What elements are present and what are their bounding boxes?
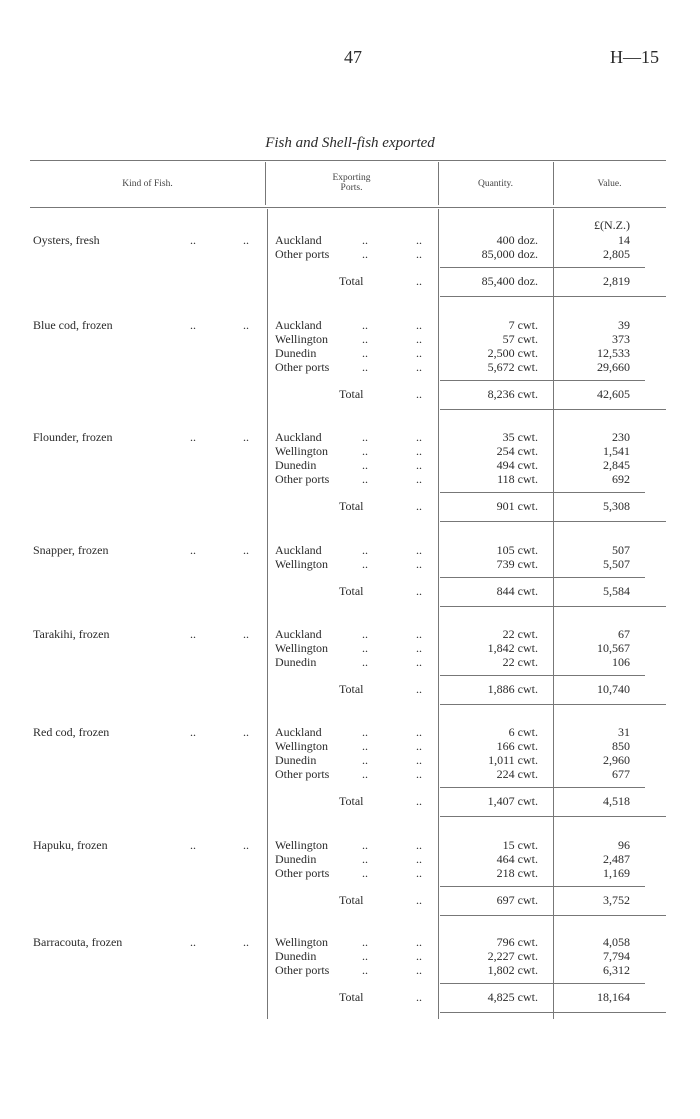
quantity-values: 22 cwt. 1,842 cwt. 22 cwt. <box>487 627 538 669</box>
total-leader: .. <box>416 584 422 598</box>
value-values: 39 373 12,533 29,660 <box>597 318 630 374</box>
total-leader: .. <box>416 387 422 401</box>
header-ports: Exporting Ports. <box>332 173 371 193</box>
port-leaders: .. .. .. <box>362 627 368 669</box>
header-value: Value. <box>597 179 622 189</box>
header-quantity: Quantity. <box>477 179 513 189</box>
quantity-values: 796 cwt. 2,227 cwt. 1,802 cwt. <box>487 935 538 977</box>
value-values: 230 1,541 2,845 692 <box>603 430 630 486</box>
fish-kind: Hapuku, frozen <box>33 838 108 852</box>
total-label: Total <box>339 990 364 1004</box>
column-divider <box>553 209 554 1019</box>
total-value: 10,740 <box>597 682 630 696</box>
total-rule <box>440 704 666 705</box>
header-kind: Kind of Fish. <box>122 179 173 189</box>
port-leaders: .. .. <box>416 543 422 571</box>
total-value: 18,164 <box>597 990 630 1004</box>
total-rule <box>440 296 666 297</box>
quantity-values: 400 doz. 85,000 doz. <box>481 233 538 261</box>
value-values: 507 5,507 <box>603 543 630 571</box>
port-leaders: .. .. <box>362 233 368 261</box>
total-value: 2,819 <box>603 274 630 288</box>
column-divider <box>438 209 439 1019</box>
port-leaders: .. .. .. <box>362 935 368 977</box>
total-label: Total <box>339 794 364 808</box>
fish-kind: Red cod, frozen <box>33 725 110 739</box>
total-rule <box>440 606 666 607</box>
port-leaders: .. .. .. .. <box>362 318 368 374</box>
total-label: Total <box>339 274 364 288</box>
subtotal-rule <box>440 380 645 381</box>
port-names: Auckland Wellington Dunedin Other ports <box>275 318 330 374</box>
fish-kind-leader: .. <box>190 543 196 557</box>
total-quantity: 8,236 cwt. <box>487 387 538 401</box>
fish-kind-leader: .. <box>190 725 196 739</box>
subtotal-rule <box>440 267 645 268</box>
fish-kind: Snapper, frozen <box>33 543 109 557</box>
total-value: 3,752 <box>603 893 630 907</box>
total-leader: .. <box>416 893 422 907</box>
value-values: 96 2,487 1,169 <box>603 838 630 880</box>
port-leaders: .. .. .. .. <box>362 430 368 486</box>
total-leader: .. <box>416 794 422 808</box>
value-values: 14 2,805 <box>603 233 630 261</box>
fish-kind: Blue cod, frozen <box>33 318 113 332</box>
quantity-values: 35 cwt. 254 cwt. 494 cwt. 118 cwt. <box>496 430 538 486</box>
fish-kind-leader: .. <box>243 318 249 332</box>
subtotal-rule <box>440 577 645 578</box>
total-value: 4,518 <box>603 794 630 808</box>
subtotal-rule <box>440 886 645 887</box>
fish-kind-leader: .. <box>190 627 196 641</box>
total-leader: .. <box>416 499 422 513</box>
subtotal-rule <box>440 492 645 493</box>
port-leaders: .. .. .. <box>416 838 422 880</box>
total-label: Total <box>339 893 364 907</box>
currency-label: £(N.Z.) <box>594 218 630 232</box>
total-rule <box>440 1012 666 1013</box>
total-value: 42,605 <box>597 387 630 401</box>
fish-kind-leader: .. <box>190 430 196 444</box>
total-value: 5,584 <box>603 584 630 598</box>
value-values: 31 850 2,960 677 <box>603 725 630 781</box>
total-quantity: 85,400 doz. <box>481 274 538 288</box>
fish-kind-leader: .. <box>190 233 196 247</box>
fish-kind-leader: .. <box>243 430 249 444</box>
fish-kind: Flounder, frozen <box>33 430 113 444</box>
port-leaders: .. .. <box>362 543 368 571</box>
column-divider <box>267 209 268 1019</box>
quantity-values: 7 cwt. 57 cwt. 2,500 cwt. 5,672 cwt. <box>487 318 538 374</box>
total-rule <box>440 816 666 817</box>
header-top-rule <box>30 160 666 161</box>
fish-kind-leader: .. <box>243 838 249 852</box>
port-leaders: .. .. <box>416 233 422 261</box>
port-names: Auckland Wellington Dunedin Other ports <box>275 725 330 781</box>
total-quantity: 1,886 cwt. <box>487 682 538 696</box>
total-quantity: 901 cwt. <box>496 499 538 513</box>
header-bottom-rule <box>30 207 666 208</box>
port-leaders: .. .. .. <box>362 838 368 880</box>
total-rule <box>440 409 666 410</box>
fish-kind-leader: .. <box>243 935 249 949</box>
total-label: Total <box>339 499 364 513</box>
port-leaders: .. .. .. .. <box>416 430 422 486</box>
port-names: Auckland Wellington Dunedin <box>275 627 329 669</box>
fish-kind: Tarakihi, frozen <box>33 627 110 641</box>
total-leader: .. <box>416 274 422 288</box>
value-values: 4,058 7,794 6,312 <box>603 935 630 977</box>
total-quantity: 1,407 cwt. <box>487 794 538 808</box>
total-label: Total <box>339 682 364 696</box>
total-rule <box>440 915 666 916</box>
total-leader: .. <box>416 990 422 1004</box>
fish-kind: Oysters, fresh <box>33 233 100 247</box>
total-label: Total <box>339 584 364 598</box>
quantity-values: 105 cwt. 739 cwt. <box>496 543 538 571</box>
fish-kind-leader: .. <box>190 838 196 852</box>
subtotal-rule <box>440 983 645 984</box>
total-value: 5,308 <box>603 499 630 513</box>
total-quantity: 697 cwt. <box>496 893 538 907</box>
port-names: Auckland Other ports <box>275 233 330 261</box>
value-values: 67 10,567 106 <box>597 627 630 669</box>
total-quantity: 4,825 cwt. <box>487 990 538 1004</box>
port-names: Auckland Wellington <box>275 543 329 571</box>
port-leaders: .. .. .. .. <box>416 725 422 781</box>
quantity-values: 6 cwt. 166 cwt. 1,011 cwt. 224 cwt. <box>488 725 538 781</box>
fish-kind-leader: .. <box>243 627 249 641</box>
fish-kind-leader: .. <box>190 935 196 949</box>
header-divider <box>553 162 554 205</box>
port-leaders: .. .. .. .. <box>416 318 422 374</box>
header-divider <box>265 162 266 205</box>
fish-kind-leader: .. <box>243 725 249 739</box>
total-rule <box>440 521 666 522</box>
total-label: Total <box>339 387 364 401</box>
header-divider <box>438 162 439 205</box>
fish-kind-leader: .. <box>190 318 196 332</box>
total-quantity: 844 cwt. <box>496 584 538 598</box>
port-names: Auckland Wellington Dunedin Other ports <box>275 430 330 486</box>
port-names: Wellington Dunedin Other ports <box>275 838 330 880</box>
subtotal-rule <box>440 675 645 676</box>
port-leaders: .. .. .. <box>416 935 422 977</box>
quantity-values: 15 cwt. 464 cwt. 218 cwt. <box>496 838 538 880</box>
fish-kind-leader: .. <box>243 233 249 247</box>
port-leaders: .. .. .. .. <box>362 725 368 781</box>
subtotal-rule <box>440 787 645 788</box>
table-title: Fish and Shell-fish exported <box>265 135 435 151</box>
fish-kind: Barracouta, frozen <box>33 935 123 949</box>
port-leaders: .. .. .. <box>416 627 422 669</box>
total-leader: .. <box>416 682 422 696</box>
port-names: Wellington Dunedin Other ports <box>275 935 330 977</box>
fish-kind-leader: .. <box>243 543 249 557</box>
page-number: 47 <box>344 47 362 67</box>
page-reference: H—15 <box>610 47 659 67</box>
